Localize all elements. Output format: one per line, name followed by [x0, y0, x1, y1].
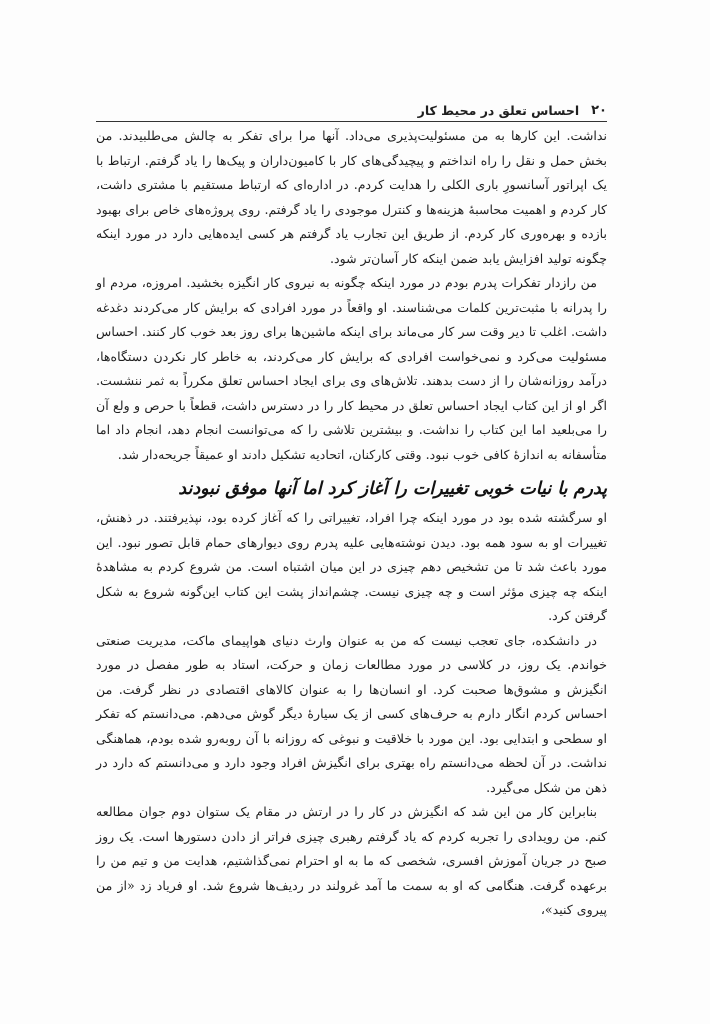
body-paragraph: در دانشکده، جای تعجب نیست که من به عنوان وارث دنیای هواپیمای ماکت، مدیریت صنعتی خواندم. یک روز، در کلاسی در مورد مطالعات زمان و حرکت، استاد به طور مفصل در مورد انگیزش و مشوق‌ها صحبت کرد. او انسان‌ها را به عنوان کالاهای اقتصادی در نظر گرفت. من احساس کردم انگار دارم به حرف‌های کسی از یک سیارهٔ دیگر گوش می‌دهم. می‌دانستم که تفکر او سطحی و ابتدایی بود. این مورد با خلاقیت و نبوغی که روزانه با آن روبه‌رو شده بودم، هماهنگی نداشت. در آن لحظه می‌دانستم راه بهتری برای انگیزش افراد وجود دارد و می‌دانستم که دارد در ذهن من شکل می‌گیرد. [96, 632, 607, 795]
body-paragraph: او سرگشته شده بود در مورد اینکه چرا افراد، تغییراتی را که آغاز کرده بود، نپذیرفتند. در ذهنش، تغییرات او به سود همه بود. دیدن نوشته‌هایی علیه پدرم روی دیوارهای حمام قابل تصور نبود. این مورد باعث شد تا من تشخیص دهم چیزی در این میان اشتباه است. من شروع کردم به مشاهدهٔ اینکه چه چیزی مؤثر است و چه چیزی نیست. چشم‌انداز پشت این کتاب این‌گونه شروع به شکل گرفتن کرد. [96, 510, 607, 623]
body-paragraph: من رازدار تفکرات پدرم بودم در مورد اینکه چگونه به نیروی کار انگیزه بخشید. امروزه، مردم او را پدرانه با مثبت‌ترین کلمات می‌شناسند. او واقعاً در مورد افرادی که برایش کار می‌کردند دغدغه داشت. اغلب تا دیر وقت سر کار می‌ماند برای اینکه ماشین‌ها برای روز بعد خوب کار کنند. احساس مسئولیت می‌کرد و نمی‌خواست افرادی که برایش کار می‌کردند، به خاطر کار نکردن دستگاه‌ها، درآمد روزانه‌شان را از دست بدهند. تلاش‌های وی برای ایجاد احساس تعلق مکرراً به ثمر ننشست. اگر او از این کتاب ایجاد احساس تعلق در محیط کار را در دسترس داشت، قطعاً با حرص و ولع آن را می‌بلعید اما این کتاب را نداشت. و بیشترین تلاشی را که می‌توانست انجام دهد، انجام داد اما متأسفانه به اندازهٔ کافی خوب نبود. وقتی کارکنان، اتحادیه تشکیل دادند او عمیقاً جریحه‌دار شد. [96, 275, 607, 462]
body-paragraph: نداشت. این کارها به من مسئولیت‌پذیری می‌داد. آنها مرا برای تفکر به چالش می‌طلبیدند. من بخش حمل و نقل را راه انداختم و پیچیدگی‌های کار با کامیون‌داران و پیک‌ها را یاد گرفتم. ارتباط با یک اپراتور آسانسورِ باری الکلی را هدایت کردم. در اداره‌ای که ارتباط مستقیم با مشتری داشت، کار کردم و اهمیت محاسبهٔ هزینه‌ها و کنترل موجودی را یاد گرفتم. روی پروژه‌های خاص برای بهبود بازده و بهره‌وری کار کردم. از طریق این تجارب یاد گرفتم هر کسی ایده‌هایی دارد در مورد اینکه چگونه تولید افزایش یابد ضمن اینکه کار آسان‌تر شود. [96, 128, 607, 266]
running-header-title: احساس تعلق در محیط کار [417, 103, 580, 118]
running-header [96, 96, 607, 122]
page-body [96, 124, 607, 923]
body-paragraph: بنابراین کار من این شد که انگیزش در کار را در ارتش در مقام یک ستوان دوم جوان مطالعه کنم. من رویدادی را تجربه کردم که یاد گرفتم رهبری چیزی فراتر از دادن دستورها است. یک روز صبح در جریان آموزش افسری، شخصی که ما به او احترام نمی‌گذاشتیم، هدایت من و تیم من را برعهده گرفت. هنگامی که او به سمت ما آمد غرولند در ردیف‌ها شروع شد. او فریاد زد «از من پیروی کنید»، [96, 804, 607, 917]
section-heading: پدرم با نیات خوبی تغییرات را آغاز کرد اما آنها موفق نبودند [178, 479, 607, 499]
page-number: ۲۰ [591, 103, 607, 118]
